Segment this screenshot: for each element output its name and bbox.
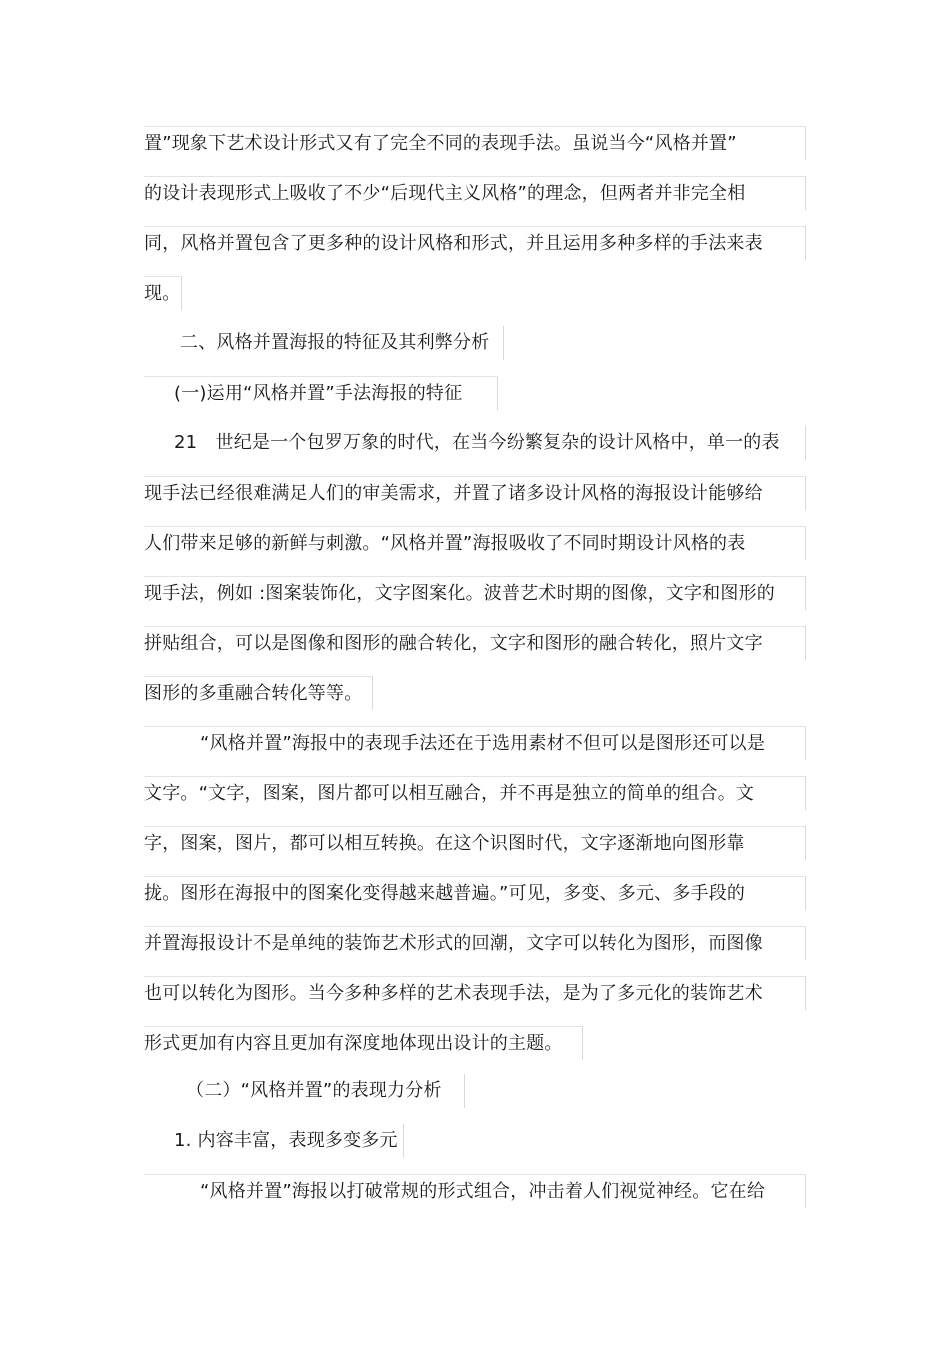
text-line: 形式更加有内容且更加有深度地体现出设计的主题。 <box>144 1026 583 1060</box>
text-line: 同，风格并置包含了更多种的设计风格和形式，并且运用多种多样的手法来表 <box>144 226 806 260</box>
text-line: “风格并置”海报中的表现手法还在于选用素材不但可以是图形还可以是 <box>144 726 806 760</box>
text-line: 置”现象下艺术设计形式又有了完全不同的表现手法。虽说当今“风格并置” <box>144 126 806 160</box>
text-line: 现手法已经很难满足人们的审美需求，并置了诸多设计风格的海报设计能够给 <box>144 476 806 510</box>
text-line: “风格并置”海报以打破常规的形式组合，冲击着人们视觉神经。它在给 <box>144 1174 806 1208</box>
text-line: 人们带来足够的新鲜与刺激。“风格并置”海报吸收了不同时期设计风格的表 <box>144 526 806 560</box>
text-line: 现。 <box>144 276 182 310</box>
text-line: 拼贴组合，可以是图像和图形的融合转化，文字和图形的融合转化，照片文字 <box>144 626 806 660</box>
text-line: 图形的多重融合转化等等。 <box>144 676 373 710</box>
text-line: 文字。“文字，图案，图片都可以相互融合，并不再是独立的简单的组合。文 <box>144 776 806 810</box>
text-line: 并置海报设计不是单纯的装饰艺术形式的回潮，文字可以转化为图形，而图像 <box>144 926 806 960</box>
section-heading: 二、风格并置海报的特征及其利弊分析 <box>180 326 504 360</box>
text-line: 拢。图形在海报中的图案化变得越来越普遍。”可见，多变、多元、多手段的 <box>144 876 806 910</box>
subsection-heading: （二）“风格并置”的表现力分析 <box>186 1074 465 1108</box>
text-line: 的设计表现形式上吸收了不少“后现代主义风格”的理念，但两者并非完全相 <box>144 176 806 210</box>
text-line: 21 世纪是一个包罗万象的时代，在当今纷繁复杂的设计风格中，单一的表 <box>174 426 806 460</box>
subsection-heading: (一)运用“风格并置”手法海报的特征 <box>144 376 498 410</box>
text-line: 字，图案，图片，都可以相互转换。在这个识图时代，文字逐渐地向图形靠 <box>144 826 806 860</box>
text-line: 现手法，例如 :图案装饰化，文字图案化。波普艺术时期的图像，文字和图形的 <box>144 576 806 610</box>
subsection-heading: 1. 内容丰富，表现多变多元 <box>174 1124 404 1158</box>
text-line: 也可以转化为图形。当今多种多样的艺术表现手法，是为了多元化的装饰艺术 <box>144 976 806 1010</box>
